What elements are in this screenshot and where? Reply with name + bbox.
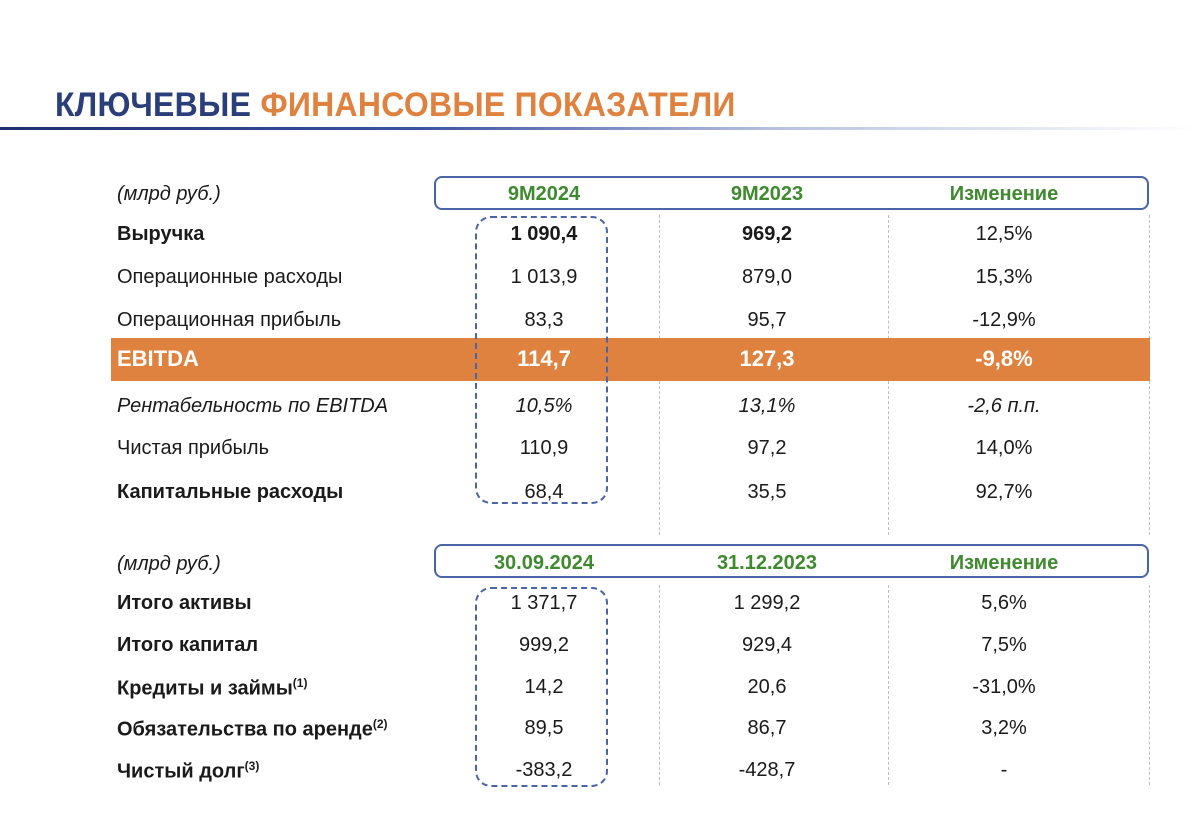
table-cell: 97,2 — [747, 437, 787, 459]
row-label: EBITDA — [117, 346, 199, 371]
table-cell: 1 090,4 — [510, 223, 578, 245]
table-cell: 114,7 — [517, 346, 571, 371]
row-label-text: Кредиты и займы — [117, 677, 293, 700]
row-label-text: Обязательства по аренде — [117, 718, 373, 741]
table-cell: 999,2 — [518, 634, 570, 656]
table-cell: 7,5% — [981, 634, 1027, 656]
column-header: 30.09.2024 — [493, 552, 595, 574]
table-cell: 89,5 — [524, 717, 564, 739]
column-header: 31.12.2023 — [716, 552, 818, 574]
table-cell: 14,2 — [524, 676, 564, 698]
table-cell: 3,2% — [981, 717, 1027, 739]
row-label — [117, 592, 252, 615]
footnote-marker: (1) — [292, 676, 308, 690]
table-cell: 1 013,9 — [510, 266, 578, 288]
table-cell: - — [1000, 759, 1008, 781]
row-label — [117, 634, 258, 657]
title-underline — [0, 127, 1200, 130]
table-cell: 929,4 — [741, 634, 793, 656]
table-cell: 14,0% — [975, 437, 1033, 459]
column-header: 9М2023 — [730, 183, 804, 205]
table-cell: -383,2 — [515, 759, 573, 781]
table-cell: 879,0 — [741, 266, 793, 288]
row-label: Выручка — [117, 223, 205, 245]
table-cell: -12,9% — [972, 309, 1036, 331]
table-cell: 92,7% — [975, 481, 1033, 503]
table-cell: 110,9 — [519, 437, 569, 459]
table-cell: 1 299,2 — [733, 592, 801, 614]
row-label: Рентабельность по EBITDA — [117, 395, 389, 417]
ebitda-highlight-row — [111, 338, 1150, 381]
title-part-1: КЛЮЧЕВЫЕ — [55, 86, 252, 124]
table-cell: 10,5% — [515, 395, 573, 417]
table-cell: 5,6% — [981, 592, 1027, 614]
current-period-highlight — [475, 216, 608, 504]
table-cell: -9,8% — [975, 346, 1033, 371]
table-cell: 127,3 — [739, 346, 795, 371]
table-cell: 15,3% — [975, 266, 1033, 288]
table-cell: -428,7 — [738, 759, 796, 781]
table-cell: 12,5% — [975, 223, 1033, 245]
row-label — [117, 759, 259, 784]
current-period-highlight — [475, 587, 608, 787]
table-cell: -2,6 п.п. — [967, 395, 1041, 417]
row-label: Операционные расходы — [117, 266, 343, 288]
row-label-text: Итого активы — [117, 592, 252, 614]
column-divider — [1149, 585, 1150, 785]
row-label: Операционная прибыль — [117, 309, 342, 331]
table-cell: 83,3 — [524, 309, 564, 331]
table-cell: 68,4 — [524, 481, 564, 503]
row-label-text: Чистый долг — [117, 760, 245, 783]
table-cell: 969,2 — [741, 223, 793, 245]
row-label-text: Итого капитал — [117, 634, 259, 656]
table-cell: 35,5 — [747, 481, 787, 503]
row-label — [117, 717, 388, 742]
table-cell: 86,7 — [747, 717, 787, 739]
table-cell: -31,0% — [972, 676, 1036, 698]
table-cell: 95,7 — [747, 309, 787, 331]
row-label: Капитальные расходы — [117, 481, 344, 503]
footnote-marker: (2) — [372, 717, 388, 731]
title-part-2: ФИНАНСОВЫЕ ПОКАЗАТЕЛИ — [260, 86, 736, 124]
column-header: Изменение — [949, 183, 1059, 205]
unit-label: (млрд руб.) — [117, 183, 221, 205]
row-label — [117, 676, 307, 701]
table-cell: 1 371,7 — [510, 592, 578, 614]
column-header: Изменение — [949, 552, 1059, 574]
unit-label: (млрд руб.) — [117, 553, 221, 575]
table-cell: 20,6 — [747, 676, 787, 698]
footnote-marker: (3) — [244, 759, 260, 773]
table-cell: 13,1% — [738, 395, 796, 417]
row-label: Чистая прибыль — [117, 437, 269, 459]
page-title — [55, 86, 736, 125]
column-header: 9М2024 — [507, 183, 581, 205]
